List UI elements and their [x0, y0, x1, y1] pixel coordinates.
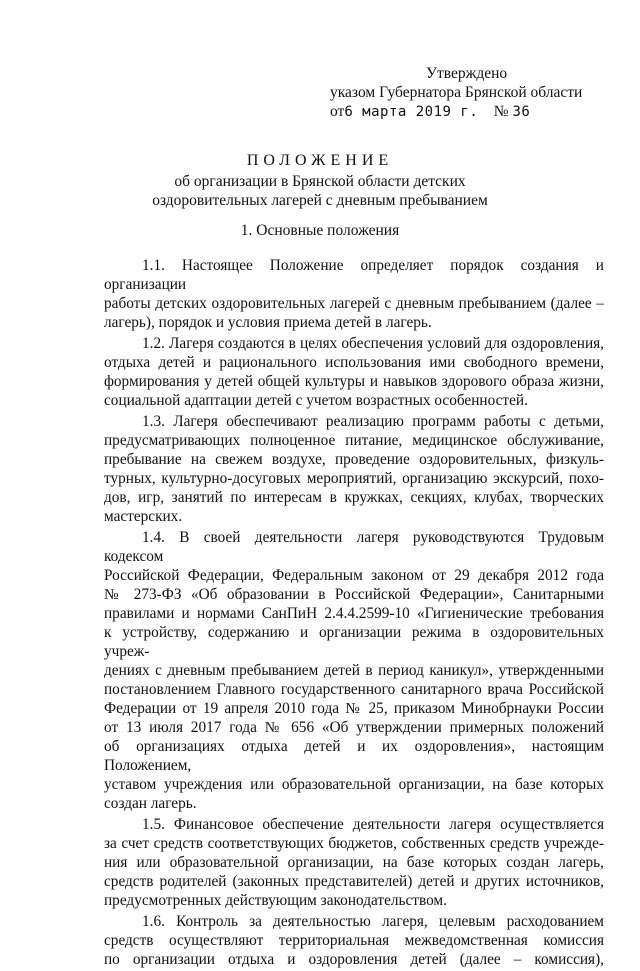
- document-title: ПОЛОЖЕНИЕ: [246, 152, 394, 169]
- subtitle-line: об организации в Брянской области детских: [174, 173, 466, 190]
- text-line: правилами и нормами СанПиН 2.4.4.2599-10 «Гигиенические требования: [104, 605, 604, 622]
- text-line: 1.6. Контроль за деятельностью лагеря, целевым расходованием: [142, 913, 604, 930]
- paragraph: [104, 815, 604, 910]
- text-line: средств родителей (законных представителей) детей и других источников,: [104, 873, 604, 890]
- text-line: Российской Федерации, Федеральным законом от 29 декабря 2012 года: [104, 567, 604, 584]
- text-line: 1.2. Лагеря создаются в целях обеспечения условий для оздоровления,: [142, 335, 604, 352]
- text-line: уставом учреждения или образовательной организации, на базе которых: [104, 776, 604, 793]
- text-line: социальной адаптации детей с учетом возрастных особенностей.: [104, 392, 528, 409]
- handwritten-number: 36: [512, 104, 531, 120]
- text-line: № 273-ФЗ «Об образовании в Российской Федерации», Санитарными: [104, 586, 604, 603]
- text-line: 1.5. Финансовое обеспечение деятельности лагеря осуществляется: [142, 816, 604, 833]
- text-line: 1.1. Настоящее Положение определяет порядок создания и организации: [104, 257, 604, 293]
- document-body: [104, 256, 604, 971]
- text-line: 1.3. Лагеря обеспечивают реализацию программ работы с детьми,: [142, 413, 604, 430]
- text-line: по организации отдыха и оздоровления детей (далее – комиссия),: [104, 951, 604, 968]
- paragraph: [104, 256, 604, 332]
- approval-label: Утверждено: [426, 65, 508, 82]
- text-line: дов, игр, занятий по интересам в кружках, секциях, клубах, творческих: [104, 489, 604, 506]
- paragraph: [104, 912, 604, 969]
- text-line: от 13 июля 2017 года № 656 «Об утверждении примерных положений: [104, 719, 604, 736]
- text-line: ния или образовательной организации, на базе которых создан лагерь,: [104, 854, 604, 871]
- date-prefix: от: [330, 103, 345, 120]
- text-line: средств осуществляют территориальная межведомственная комиссия: [104, 932, 604, 949]
- approval-date-line: [330, 102, 630, 122]
- text-line: 1.4. В своей деятельности лагеря руководствуются Трудовым кодексом: [104, 529, 604, 565]
- document-subtitle: [0, 172, 640, 210]
- handwritten-date: 6 марта 2019 г.: [344, 104, 479, 120]
- text-line: турных, культурно-досуговых мероприятий, организацию экскурсий, похо-: [104, 470, 604, 487]
- paragraph: [104, 412, 604, 526]
- text-line: об организациях отдыха детей и их оздоровления», настоящим Положением,: [104, 738, 604, 774]
- text-line: предусмотренных действующим законодательством.: [104, 892, 447, 909]
- text-line: предусматривающих полноценное питание, медицинское обслуживание,: [104, 432, 604, 449]
- text-line: за счет средств соответствующих бюджетов, собственных средств учрежде-: [104, 835, 604, 852]
- paragraph: [104, 528, 604, 813]
- text-line: пребывание на свежем воздухе, проведение оздоровительных, физкуль-: [104, 451, 604, 468]
- approval-issuer: указом Губернатора Брянской области: [330, 84, 583, 101]
- subtitle-line: оздоровительных лагерей с дневным пребыванием: [152, 192, 488, 209]
- paragraph: [104, 334, 604, 410]
- text-line: к устройству, содержанию и организации режима в оздоровительных учреж-: [104, 624, 604, 660]
- text-line: формирования у детей общей культуры и навыков здорового образа жизни,: [104, 373, 604, 390]
- text-line: создан лагерь.: [104, 795, 197, 812]
- number-prefix: №: [493, 103, 509, 120]
- section-heading: 1. Основные положения: [240, 222, 400, 239]
- approval-block: [330, 64, 630, 122]
- text-line: постановлением Главного государственного санитарного врача Российской: [104, 681, 604, 698]
- text-line: лагерь), порядок и условия приема детей в лагерь.: [104, 314, 432, 331]
- text-line: дениях с дневным пребыванием детей в период каникул», утвержденными: [104, 662, 604, 679]
- text-line: работы детских оздоровительных лагерей с дневным пребыванием (далее –: [104, 295, 604, 312]
- text-line: отдыха детей и рационального использования ими свободного времени,: [104, 354, 604, 371]
- text-line: Федерации от 19 апреля 2010 года № 25, приказом Минобрнауки России: [104, 700, 604, 717]
- text-line: мастерских.: [104, 508, 183, 525]
